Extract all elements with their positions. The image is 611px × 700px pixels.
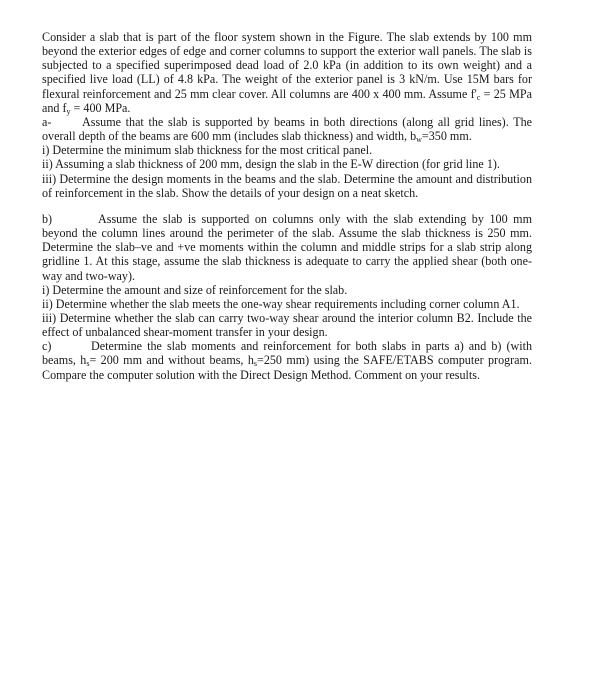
part-b-item-iii: iii) Determine whether the slab can carry two-way shear around the interior column B2. Include the effect of unbalanced shear-moment transfer in your design. [42,310,532,340]
part-b-text: Assume the slab is supported on columns only with the slab extending by 100 mm beyond the column lines around the perimeter of the slab. Assume the slab thickness is 250 mm. Determine the slab–ve and +ve moments within the column and middle strips for a slab strip along gridline 1. At this stage, assume the slab thickness is adequate to carry the applied shear (both one-way and two-way). [42,211,532,283]
intro-text: Consider a slab that is part of the floor system shown in the Figure. The slab extends by 100 mm beyond the exterior edges of edge and corner columns to support the exterior wall panels. The slab is subjected to a specified superimposed dead load of 2.0 kPa (in addition to its own weight) and a specified live load (LL) of 4.8 kPa. The weight of the exterior panel is 3 kN/m. Use 15M bars for flexural reinforcement and 25 mm clear cover. All columns are 400 x 400 mm. Assume [42,30,532,101]
problem-statement [42,30,532,382]
part-a-item-iii: iii) Determine the design moments in the beams and the slab. Determine the amount and distribution of reinforcement in the slab. Show the details of your design on a neat sketch. [42,171,532,200]
part-b-label: b) [42,211,53,226]
fc-subscript: c [476,92,481,102]
fc-value: = 25 MPa and [42,86,532,115]
part-c-paragraph [42,339,532,381]
fy-value: = 400 MPa. [70,100,131,115]
spacer [42,200,532,212]
part-a-item-i: i) Determine the minimum slab thickness for the most critical panel. [42,143,373,158]
part-a-text: Assume that the slab is supported by beams in both directions (along all grid lines). The overall depth of the beams are 600 mm (includes slab thickness) and width, b [42,114,532,144]
part-c-text-1: Determine the slab moments and reinforcement for both slabs in parts a) and b) (with beams, h [42,339,532,368]
hs-subscript-1: s [86,359,90,369]
part-b-item-ii: ii) Determine whether the slab meets the one-way shear requirements including corner column A1. [42,296,520,311]
part-a-item-ii: ii) Assuming a slab thickness of 200 mm, design the slab in the E-W direction (for grid line 1). [42,157,500,172]
fy-subscript: y [66,106,71,116]
part-c-label: c) [42,339,52,354]
hs-subscript-2: s [253,359,258,369]
part-a-text-end: =350 mm. [421,129,472,144]
intro-paragraph [42,30,532,115]
part-b-item-i: i) Determine the amount and size of reinforcement for the slab. [42,282,348,297]
fc-symbol: f' [470,86,477,101]
part-a-paragraph [42,115,532,143]
part-c-text-2: = 200 mm and without beams, h [89,353,254,368]
beam-width-subscript: w [416,135,422,145]
fy-symbol: f [62,100,67,115]
part-b-paragraph [42,212,532,283]
part-a-label: a- [42,114,52,129]
part-c-text-3: =250 mm) using the SAFE/ETABS computer program. Compare the computer solution with the Direct Design Method. Comment on your results. [42,353,532,382]
